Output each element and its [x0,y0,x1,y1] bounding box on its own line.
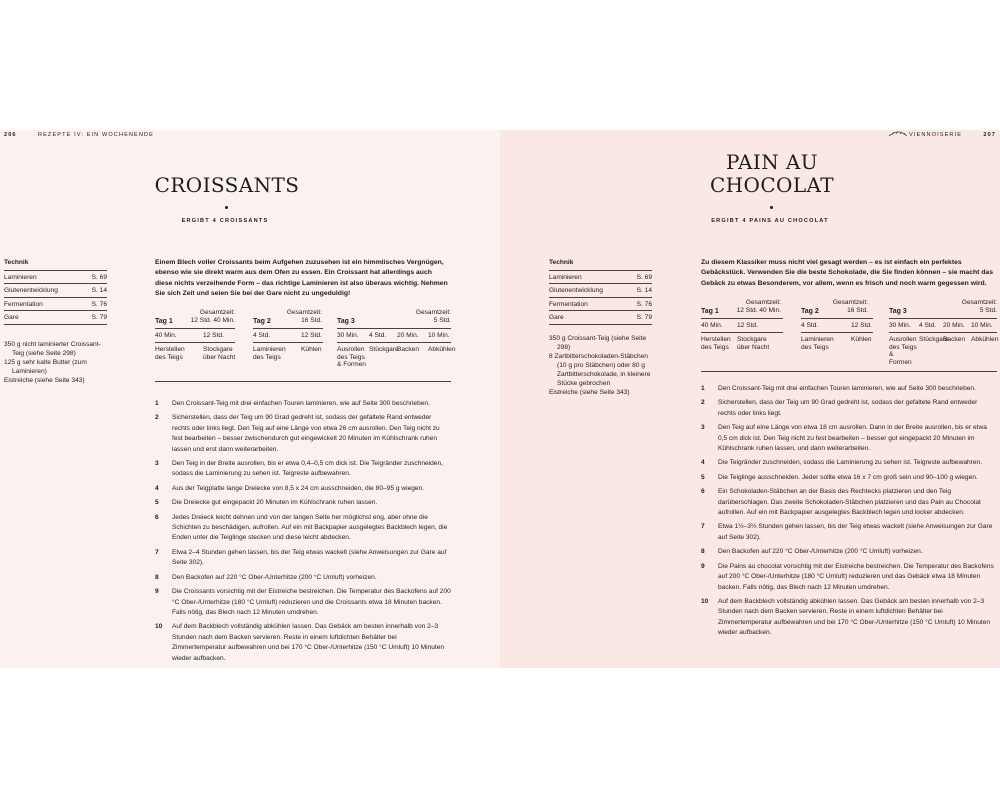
day-rule [337,328,451,329]
technik-row: Laminieren S. 69 [549,271,652,284]
step-item: 6 Ein Schokoladen-Stäbchen an der Basis des Rechtecks platzieren und den Teig darüberschlagen. Das zweite Schokoladen-Stäbchen platzieren und das Pain au Chocolat aufrollen. Auf ein mit Backpapier ausgelegtes Backblech legen und locker abdecken. [701,488,981,517]
right-section-title: VIENNOISERIE [909,132,963,138]
left-page [0,130,500,668]
activity: Ausrollen des Teigs & Formen [337,346,366,369]
activity: Backen [397,346,419,353]
activity: Stückgare [369,346,399,353]
technik-row: Gare S. 79 [549,311,652,324]
step-item: 8 Den Backofen auf 220 °C Ober-/Unterhitze (200 °C Umluft) vorheizen. [155,573,377,581]
step-item: 7 Etwa 2–4 Stunden gehen lassen, bis der Teig etwas wackelt (siehe Anweisungen zur Gare auf Seite 302). [155,548,447,567]
duration: 20 Min. [397,332,419,339]
duration: 40 Min. [155,332,177,339]
technik-row: Fermentation S. 76 [549,298,652,311]
step-item: 9 Die Pains au chocolat vorsichtig mit der Eistreiche bestreichen. Die Temperatur des Backofens auf 200 °C Ober-/Unterhitze (180 °C Umluft) reduzieren und das Gebäck etwa 18 Minuten backen. Falls nötig, das Blech nach 12 Minuten umdrehen. [701,562,994,591]
technik-table [549,259,652,325]
total-time-day3: Gesamtzeit: 5 Std. [415,309,451,324]
activity: Abkühlen [428,346,456,353]
total-time-day3: Gesamtzeit: 5 Std. [961,299,997,314]
croissant-logo-icon [888,130,908,138]
duration: 4 Std. [253,332,271,339]
technik-row: Laminieren S. 69 [4,271,107,284]
day-rule [801,318,873,319]
title-line-2: CHOCOLAT [709,173,834,197]
schedule-bottom-rule [701,371,997,372]
ingredient-item: 350 g Croissant-Teig (siehe Seite 298) [549,335,647,351]
step-item: 8 Den Backofen auf 220 °C Ober-/Unterhitze (200 °C Umluft) vorheizen. [701,548,923,556]
duration: 10 Min. [428,332,450,339]
ingredient-item: 8 Zartbitterschokoladen-Stäbchen (10 g pro Stäbchen) oder 80 g Zartbitterschokolade, in kleinere Stücke gebrochen [549,353,651,387]
step-item: 6 Jedes Dreieck leicht dehnen und von der langen Seite her möglichst eng, aber ohne die Schichten zu beschädigen, aufrollen. Auf ein mit Backpapier ausgelegtes Backblech legen, die Enden unter die Teiglinge stecken und diese leicht abdecken. [155,513,448,542]
title-line-1: PAIN AU [726,150,818,174]
technik-row: Glutenentwicklung S. 14 [4,284,107,297]
duration: 12 Std. [301,332,322,339]
time-schedule [155,308,456,383]
technik-row: Glutenentwicklung S. 14 [549,284,652,297]
book-spread [0,130,1000,668]
ingredients-list [549,334,651,397]
recipe-title-pain-au-chocolat [672,151,872,197]
left-page-number: 206 [4,132,17,138]
day-3-label: Tag 3 [337,318,355,325]
recipe-title-croissants: CROISSANTS [154,173,300,197]
activity: Stockgare über Nacht [737,336,770,351]
technik-heading: Technik [4,259,107,271]
step-item: 3 Den Teig in der Breite ausrollen, bis er etwa 0,4–0,5 cm dick ist. Die Teigränder zuschneiden, sodass die Laminierung zu sehen ist. Teigreste aufbewahren. [155,460,443,478]
day-2-label: Tag 2 [253,318,271,325]
right-page [500,130,1000,668]
right-page-number: 207 [983,132,996,138]
day-rule [253,328,323,329]
title-dot [770,206,773,209]
total-time-day2: Gesamtzeit: 16 Std. [286,309,322,324]
recipe-steps [155,399,451,668]
activity: Laminieren des Teigs [253,346,286,361]
duration: 4 Std. [801,322,819,329]
duration: 30 Min. [889,322,911,329]
day-rule [701,318,783,319]
day-rule [889,318,997,319]
activity: Laminieren des Teigs [801,336,834,351]
technik-row: Gare S. 79 [4,311,107,324]
total-time-day1: Gesamtzeit: 12 Std. 40 Min. [190,309,235,324]
activity: Kühlen [301,346,322,353]
activity: Stockgare über Nacht [203,346,236,361]
recipe-intro: Einem Blech voller Croissants beim Aufgehen zuzusehen ist ein himmlisches Vergnügen, ebenso wie sie direkt warm aus dem Ofen zu essen. Ein Croissant hat allerdings auch diese nichts verzeihende Form – das richtige Laminieren ist also überaus wichtig. Nehmen Sie sich Zeit und seien Sie bei der Gare nicht zu ungeduldig! [155,259,448,298]
step-item: 2 Sicherstellen, dass der Teig um 90 Grad gedreht ist, sodass der gefaltete Rand entweder rechts oder links liegt. Den Teig auf eine Länge von etwa 26 cm ausrollen. Den Teig nicht zu fest bearbeiten – besser zwischendurch gut eingewickelt 20 Minuten im Kühlschrank ruhen lassen und erst dann weiterarbeiten. [155,414,440,453]
activity: Abkühlen [971,336,999,343]
day-rule [337,342,451,343]
step-item: 5 Die Teiglinge ausschneiden. Jeder sollte etwa 16 x 7 cm groß sein und 90–100 g wiegen. [701,473,978,481]
step-item: 5 Die Dreiecke gut eingepackt 20 Minuten im Kühlschrank ruhen lassen. [155,499,378,507]
time-schedule [701,298,997,373]
duration: 20 Min. [943,322,965,329]
duration: 30 Min. [337,332,359,339]
step-item: 7 Etwa 1½–3½ Stunden gehen lassen, bis der Teig etwas wackelt (siehe Anweisungen zur Gare auf Seite 302). [701,523,993,541]
day-1-label: Tag 1 [155,318,173,325]
step-item: 4 Die Teigränder zuschneiden, sodass die Laminierung zu sehen ist. Teigreste aufbewahren. [701,459,983,467]
step-item: 1 Den Croissant-Teig mit drei einfachen Touren laminieren, wie auf Seite 300 beschrieben. [701,385,976,392]
duration: 12 Std. [203,332,224,339]
day-1-label: Tag 1 [701,308,719,315]
schedule-bottom-rule [155,381,451,382]
duration: 4 Std. [369,332,387,339]
ingredients-list [4,340,104,385]
step-item: 9 Die Croissants vorsichtig mit der Eistreiche bestreichen. Die Temperatur des Backofens auf 200 °C Ober-/Unterhitze (180 °C Umluft) reduzieren und die Croissants etwa 18 Minuten backen. Falls nötig, das Blech nach 12 Minuten umdrehen. [155,588,451,616]
recipe-steps [701,384,997,643]
technik-row: Fermentation S. 76 [4,298,107,311]
day-rule [253,342,323,343]
activity: Stückgare [919,336,949,343]
step-item: 4 Aus der Teigplatte lange Dreiecke von 8,5 x 24 cm ausschneiden, die 80–95 g wiegen. [155,484,425,492]
step-item: 3 Den Teig auf eine Länge von etwa 18 cm ausrollen. Dann in der Breite ausrollen, bis er etwa 0,5 cm dick ist. Den Teig nicht zu fest bearbeiten – besser gut eingepackt 20 Minuten im Kühlschrank ruhen lassen, und dann weiterarbeiten. [701,424,987,453]
duration: 12 Std. [851,322,872,329]
left-running-head [4,132,154,138]
activity: Backen [943,336,965,343]
step-item: 2 Sicherstellen, dass der Teig um 90 Grad gedreht ist, sodass der gefaltete Rand entweder rechts oder links liegt. [701,399,978,417]
ingredient-item: 125 g sehr kalte Butter (zum Laminieren) [4,359,87,375]
step-item: 10 Auf dem Backblech vollständig abkühlen lassen. Das Gebäck am besten innerhalb von 2–3 Stunden nach dem Backen servieren. Reste in einem luftdichten Behälter bei Zimmertemperatur aufbewahren und bei 170 °C Ober-/Unterhitze (150 °C Umluft) 10 Minuten wieder aufbacken. [155,623,445,662]
day-rule [155,328,235,329]
day-rule [155,342,235,343]
day-rule [701,332,783,333]
duration: 12 Std. [737,322,758,329]
duration: 40 Min. [701,322,723,329]
step-item: 10 Auf dem Backblech vollständig abkühlen lassen. Das Gebäck am besten innerhalb von 2–3 Stunden nach dem Backen servieren. Reste in einem luftdichten Behälter bei Zimmertemperatur aufbewahren und bei 170 °C Ober-/Unterhitze (150 °C Umluft) 10 Minuten wieder aufbacken. [701,597,991,637]
technik-table [4,259,107,325]
total-time-day1: Gesamtzeit: 12 Std. 40 Min. [736,299,781,314]
day-3-label: Tag 3 [889,308,907,315]
ingredient-item: Eistreiche (siehe Seite 343) [549,389,630,396]
left-section-title: REZEPTE IV: EIN WOCHENENDE [37,132,154,138]
activity: Kühlen [851,336,872,343]
day-rule [889,332,997,333]
ingredient-item: 350 g nicht laminierter Croissant-Teig (siehe Seite 298) [4,341,101,357]
recipe-intro: Zu diesem Klassiker muss nicht viel gesagt werden – es ist einfach ein perfektes Gebäckstück. Verwenden Sie die beste Schokolade, die Sie finden können – sie macht das Gebäck zu etwas Besonderem, vor allem, wenn es frisch und noch warm gegessen wird. [701,259,993,287]
technik-heading: Technik [549,259,652,271]
right-running-head [909,132,996,138]
step-item: 1 Den Croissant-Teig mit drei einfachen Touren laminieren, wie auf Seite 300 beschrieben. [155,400,430,407]
recipe-yield: ERGIBT 4 CROISSANTS [181,218,269,224]
day-rule [801,332,873,333]
duration: 4 Std. [919,322,937,329]
activity: Ausrollen des Teigs & Formen [889,336,917,366]
activity: Herstellen des Teigs [701,336,731,351]
recipe-yield: ERGIBT 4 PAINS AU CHOCOLAT [711,218,829,224]
day-2-label: Tag 2 [801,308,819,315]
activity: Herstellen des Teigs [155,346,185,361]
duration: 10 Min. [971,322,993,329]
total-time-day2: Gesamtzeit: 16 Std. [832,299,868,314]
ingredient-item: Eistreiche (siehe Seite 343) [4,377,85,384]
title-dot [225,206,228,209]
